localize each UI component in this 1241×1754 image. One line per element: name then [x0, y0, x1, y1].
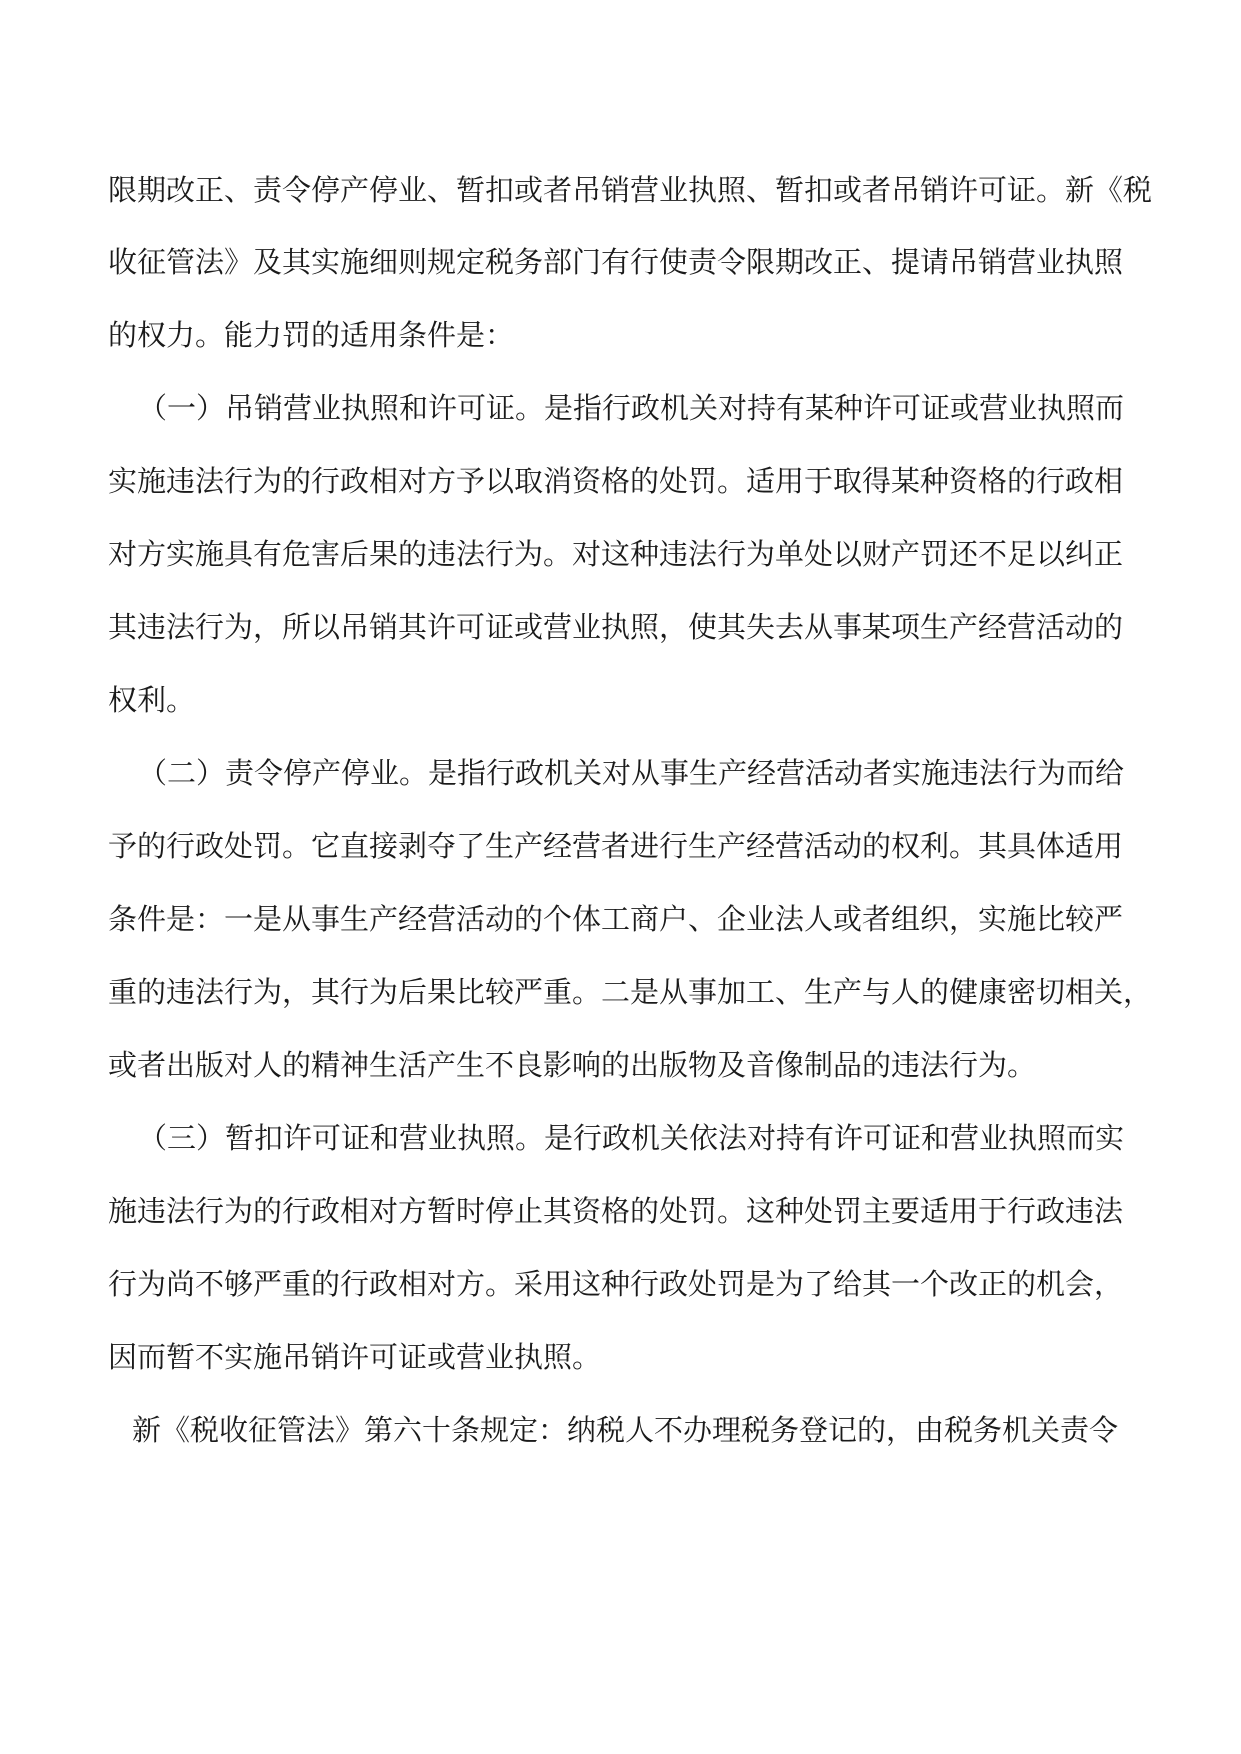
text-line: 行为尚不够严重的行政相对方。采用这种行政处罚是为了给其一个改正的机会，: [108, 1267, 1124, 1301]
text-line: 限期改正、责令停产停业、暂扣或者吊销营业执照、暂扣或者吊销许可证。新《税: [108, 173, 1153, 207]
paragraph-first-line: （一）吊销营业执照和许可证。是指行政机关对持有某种许可证或营业执照而: [138, 391, 1125, 425]
text-line: 权利。: [108, 683, 196, 717]
text-line: 予的行政处罚。它直接剥夺了生产经营者进行生产经营活动的权利。其具体适用: [108, 829, 1124, 863]
text-line: 条件是：一是从事生产经营活动的个体工商户、企业法人或者组织，实施比较严: [108, 902, 1124, 936]
text-line: 的权力。能力罚的适用条件是：: [108, 318, 515, 352]
text-line: 或者出版对人的精神生活产生不良影响的出版物及音像制品的违法行为。: [108, 1048, 1037, 1082]
text-line: 实施违法行为的行政相对方予以取消资格的处罚。适用于取得某种资格的行政相: [108, 464, 1124, 498]
paragraph-first-line: （三）暂扣许可证和营业执照。是行政机关依法对持有许可证和营业执照而实: [138, 1121, 1125, 1155]
text-line: 重的违法行为，其行为后果比较严重。二是从事加工、生产与人的健康密切相关，: [108, 975, 1153, 1009]
text-line: 其违法行为，所以吊销其许可证或营业执照，使其失去从事某项生产经营活动的: [108, 610, 1124, 644]
text-line: 施违法行为的行政相对方暂时停止其资格的处罚。这种处罚主要适用于行政违法: [108, 1194, 1124, 1228]
text-line: 对方实施具有危害后果的违法行为。对这种违法行为单处以财产罚还不足以纠正: [108, 537, 1124, 571]
text-line: 因而暂不实施吊销许可证或营业执照。: [108, 1340, 602, 1374]
text-line: 收征管法》及其实施细则规定税务部门有行使责令限期改正、提请吊销营业执照: [108, 245, 1124, 279]
paragraph-first-line: （二）责令停产停业。是指行政机关对从事生产经营活动者实施违法行为而给: [138, 756, 1125, 790]
paragraph-first-line: 新《税收征管法》第六十条规定：纳税人不办理税务登记的，由税务机关责令: [132, 1413, 1119, 1447]
